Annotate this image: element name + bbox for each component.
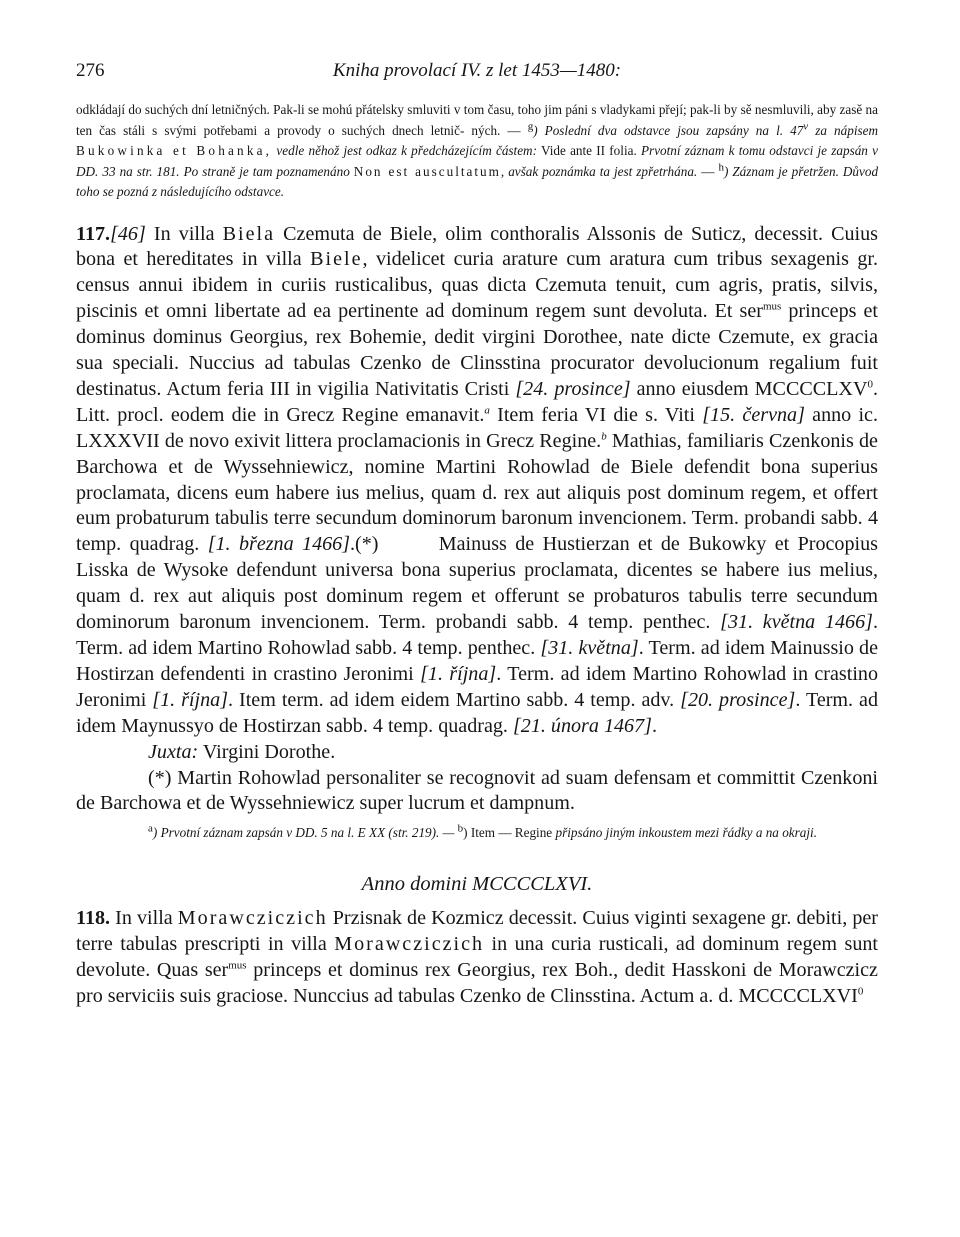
entry-text: Item feria VI die s. Viti: [489, 403, 703, 426]
entry-117-footnotes: [76, 823, 878, 843]
entry-text: . Term. ad idem Martino Rohowlad sabb. 4 temp. penthec.: [76, 611, 878, 659]
footnote-mark: b: [601, 430, 607, 443]
note-text: ) Poslední dva odstavce jsou zapsány na l. 47: [533, 122, 804, 138]
superscript: mus: [228, 959, 247, 972]
note-text: , avšak poznámka ta jest zpřetrhána.: [500, 163, 698, 179]
place-name: Bukowinka: [76, 143, 166, 158]
note-text: et: [165, 143, 197, 158]
page-header: [76, 60, 878, 94]
entry-number: 117.: [76, 222, 111, 245]
note-text: Prvotní záznam k tomu odstavci je zapsán v DD.: [76, 143, 878, 179]
entry-text: princeps et dominus rex Georgius, rex Boh., dedit Hasskoni de Morawczicz pro serviciis suis graciose. Nunccius ad tabulas Czenko de Clinsstina. Actum a. d. MCCCCLXVI: [76, 959, 878, 1008]
page-number: 276: [76, 60, 105, 81]
date-note: [1. října]: [420, 662, 497, 685]
verso-mark: v: [803, 120, 809, 133]
superscript: mus: [762, 300, 782, 313]
juxta-text: Virgini Dorothe.: [198, 740, 336, 763]
entry-text: . Term. ad idem Mainussio de Hostirzan defendenti in crastino Jeronimi: [76, 637, 878, 685]
note-text: za nápisem: [808, 122, 879, 138]
date-note: [15. června]: [702, 403, 805, 426]
note-text: Non est auscultatum: [353, 163, 501, 179]
entry-text: Mathias, familiaris Czenkonis de Barchowa et de Wyssehniewicz, nomine Martini Rohowlad de Biele defendit bona superius proclamata, dicens eum habere ius melius, quam d. rex aut aliquis post dominum regem, et offert eum probaturum tabulis terre secundum dominorum baronum invencionem. Term. probandi sabb. 4 temp. quadrag.: [76, 429, 878, 556]
entry-118: [76, 906, 878, 1010]
entry-text: . Term. ad idem Maynussyo de Hostirzan sabb. 4 temp. quadrag.: [76, 688, 879, 737]
entry-text: . Litt. procl. eodem die in Grecz Regine emanavit.: [76, 377, 878, 426]
note-line: přejí; pak-li by sě nesmluvili, aby zasě na ten čas stáli s svými potřebami a provody o suchých dnech letnič-: [76, 102, 879, 138]
entry-text: Mainuss de Hustierzan et de Bukowky et Procopius Lisska de Wysoke defendunt universa bona superius proclamata, dicentes se habere ius melius, quam d. rex aut aliquis post dominum regem et offerunt se probaturos tabulis terre secundum dominorum baronum invencionem. Term. probandi sabb. 4 temp. penthec.: [76, 533, 878, 634]
entry-text: In villa: [110, 907, 178, 930]
date-note: [1. října]: [152, 688, 229, 711]
year-heading: Anno domini MCCCCLXVI.: [361, 873, 593, 896]
note-line: ných. —: [471, 122, 528, 138]
entry-text: anno ic. LXXXVII de novo exivit littera proclamacionis in Grecz Regine.: [76, 403, 878, 452]
place-name: Biela: [222, 222, 276, 245]
note-text: ) Záznam je přetržen. Důvod toho se pozná z následujícího odstavce.: [76, 163, 879, 199]
source-ref: [46]: [110, 222, 146, 245]
note-text: vedle: [272, 143, 305, 158]
running-title: Kniha provolací IV. z let 1453—1480:: [332, 60, 622, 81]
entry-text: . Item term. ad idem eidem Martino sabb. 4 temp. adv.: [228, 688, 681, 711]
place-name: Biele: [310, 248, 363, 271]
entry-text: .(*): [350, 533, 379, 556]
footnote-mark: a: [484, 404, 490, 417]
superscript: 0: [867, 378, 873, 391]
entry-text: Przisnak de Kozmicz decessit. Cuius viginti sexagene gr. debiti, per terre tabulas prescripti in villa: [76, 907, 878, 956]
place-name: Bohanka,: [196, 143, 273, 158]
date-note: [1. března 1466]: [207, 533, 351, 556]
note-line: odkládají do suchých dní letničných. Pak-li se mohú přátelsky smluviti v tom času, toho jim páni s vladykami: [76, 102, 656, 117]
place-name: Morawcziczich: [334, 933, 485, 956]
entry-text: .: [651, 714, 657, 737]
date-note: [21. února 1467]: [512, 714, 652, 737]
entry-text: in una curia rusticali, ad dominum regem sunt devolute. Quas ser: [76, 933, 879, 982]
date-note: [20. prosince]: [680, 688, 796, 711]
date-note: [31. května]: [540, 637, 639, 659]
note-text: —: [701, 163, 719, 179]
entry-text: . Term. ad idem Martino Rohowlad in crastino Jeronimi: [76, 662, 878, 711]
juxta-label: Juxta:: [148, 740, 199, 763]
entry-number: 118.: [76, 907, 111, 930]
entry-text: Czemuta de Biele, olim conthoralis Alssonis de Suticz, decessit. Cuius bona et hereditates in villa: [76, 222, 878, 271]
entry-text: anno eiusdem MCCCCLXV: [630, 377, 868, 400]
footnote-text: ) Prvotní záznam zapsán v DD. 5 na l. E XX (str. 219). —: [152, 825, 458, 841]
footnote-mark: a: [148, 822, 153, 835]
entry-text: , videlicet curia arature cum aratura cum tribus sexagenis gr. census annui ibidem in curiis rusticalibus, quas dicta Czemuta tenuit, cum agris, pratis, silvis, piscinis et omni libertate ad ea pertinente ad dominum regem sunt devoluta. Et ser: [76, 248, 878, 323]
footnote-mark: g: [527, 120, 534, 133]
footnote-text: ) Item — Regine: [463, 825, 556, 841]
top-footnotes: [76, 100, 878, 203]
entry-text: princeps et dominus dominus Georgius, rex Bohemie, dedit virgini Dorothee, nate dicte Czemute, ex gracia sua speciali. Nuccius ad tabulas Czenko de Clinsstina procurator devolucionum regalium fuit destinatus. Actum feria III in vigilia Nativitatis Cristi: [76, 300, 878, 400]
entry-117: [76, 222, 878, 818]
date-note: [31. května 1466]: [720, 611, 873, 634]
note-text: něhož jest odkaz k předcházejícím částem:: [308, 143, 537, 158]
place-name: Morawcziczich: [177, 907, 328, 930]
footnote-mark: h: [718, 161, 724, 174]
date-note: [24. prosince]: [515, 377, 631, 400]
footnote-text: připsáno jiným inkoustem mezi řádky a na okraji.: [555, 825, 817, 841]
superscript: 0: [857, 985, 864, 998]
juxta-line: [76, 740, 878, 766]
note-text: Vide ante II folia.: [536, 143, 641, 158]
note-text: 33 na str. 181. Po straně je tam poznamenáno: [102, 163, 354, 179]
asterisk-note: (*) Martin Rohowlad personaliter se recognovit ad suam defensam et committit Czenkoni de Barchowa et de Wyssehniewicz super lucrum et dampnum.: [76, 766, 878, 815]
entry-text: In villa: [145, 222, 223, 245]
footnote-mark: b: [457, 822, 464, 835]
